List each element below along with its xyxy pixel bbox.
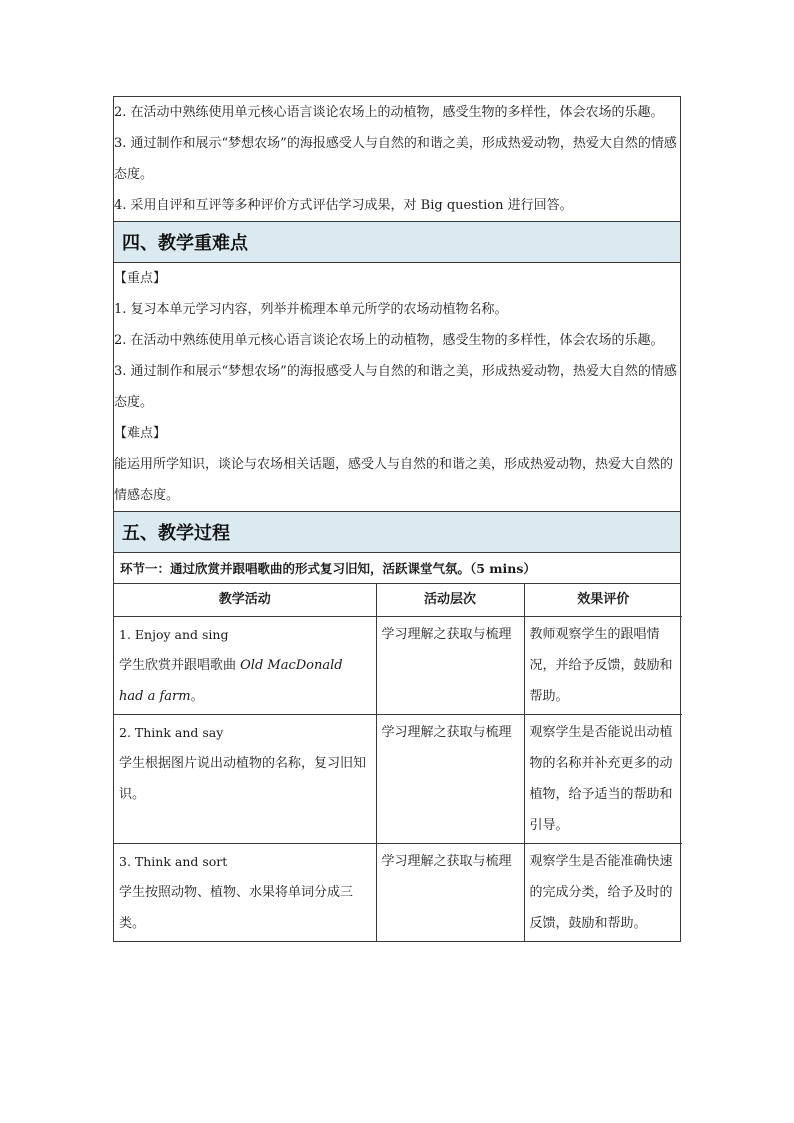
activity-cell	[114, 844, 376, 942]
activity-name: 2. Think and say	[119, 725, 224, 740]
evaluation-cell: 观察学生是否能准确快速的完成分类，给予及时的反馈，鼓励和帮助。	[524, 844, 682, 942]
lesson-plan-table	[113, 96, 681, 942]
key-point-item: 3. 通过制作和展示“梦想农场”的海报感受人与自然的和谐之美，形成热爱动物，热爱大自然的情感态度。	[114, 364, 677, 410]
difficult-point-text: 能运用所学知识，谈论与农场相关话题，感受人与自然的和谐之美，形成热爱动物，热爱大自然的情感态度。	[114, 457, 674, 503]
table-row	[114, 617, 682, 715]
activity-name: 3. Think and sort	[119, 854, 228, 869]
activity-description-text: 学生欣赏并跟唱歌曲	[119, 658, 241, 673]
table-row	[114, 844, 682, 942]
objective-item: 2. 在活动中熟练使用单元核心语言谈论农场上的动植物，感受生物的多样性，体会农场的乐趣。	[114, 105, 664, 120]
evaluation-cell: 教师观察学生的跟唱情况，并给予反馈，鼓励和帮助。	[524, 617, 682, 715]
objective-item: 3. 通过制作和展示“梦想农场”的海报感受人与自然的和谐之美，形成热爱动物，热爱大自然的情感态度。	[114, 136, 677, 182]
objective-item: 4. 采用自评和互评等多种评价方式评估学习成果，对 Big question 进行回答。	[114, 198, 573, 213]
activity-cell	[114, 617, 376, 715]
activity-level-cell: 学习理解之获取与梳理	[376, 844, 524, 942]
table-header-row	[114, 584, 682, 617]
lesson-plan-document	[113, 96, 681, 942]
activity-cell	[114, 715, 376, 844]
section-5-heading: 五、教学过程	[114, 512, 681, 553]
step-1-heading: 环节一：通过欣赏并跟唱歌曲的形式复习旧知，活跃课堂气氛。（5 mins）	[114, 553, 681, 584]
key-points-label: 【重点】	[114, 271, 167, 286]
evaluation-cell: 观察学生是否能说出动植物的名称并补充更多的动植物，给予适当的帮助和引导。	[524, 715, 682, 844]
difficult-points-label: 【难点】	[114, 426, 167, 441]
column-header-activity: 教学活动	[114, 584, 376, 617]
key-difficult-points	[114, 263, 681, 512]
table-row	[114, 715, 682, 844]
activity-description	[119, 650, 371, 712]
activity-level-cell: 学习理解之获取与梳理	[376, 715, 524, 844]
activity-description: 学生按照动物、植物、水果将单词分成三类。	[119, 885, 354, 931]
section-4-heading: 四、教学重难点	[114, 222, 681, 263]
activity-description-end: 。	[190, 689, 204, 704]
column-header-evaluation: 效果评价	[524, 584, 682, 617]
key-point-item: 2. 在活动中熟练使用单元核心语言谈论农场上的动植物，感受生物的多样性，体会农场的乐趣。	[114, 333, 664, 348]
activity-level-cell: 学习理解之获取与梳理	[376, 617, 524, 715]
activity-name: 1. Enjoy and sing	[119, 627, 229, 642]
objectives-continued	[114, 97, 681, 222]
teaching-process-table	[114, 584, 682, 941]
key-point-item: 1. 复习本单元学习内容，列举并梳理本单元所学的农场动植物名称。	[114, 302, 508, 317]
column-header-level: 活动层次	[376, 584, 524, 617]
process-cell	[114, 584, 681, 942]
song-title: Old MacDonald had a farm	[119, 658, 343, 704]
activity-description: 学生根据图片说出动植物的名称，复习旧知识。	[119, 756, 367, 802]
